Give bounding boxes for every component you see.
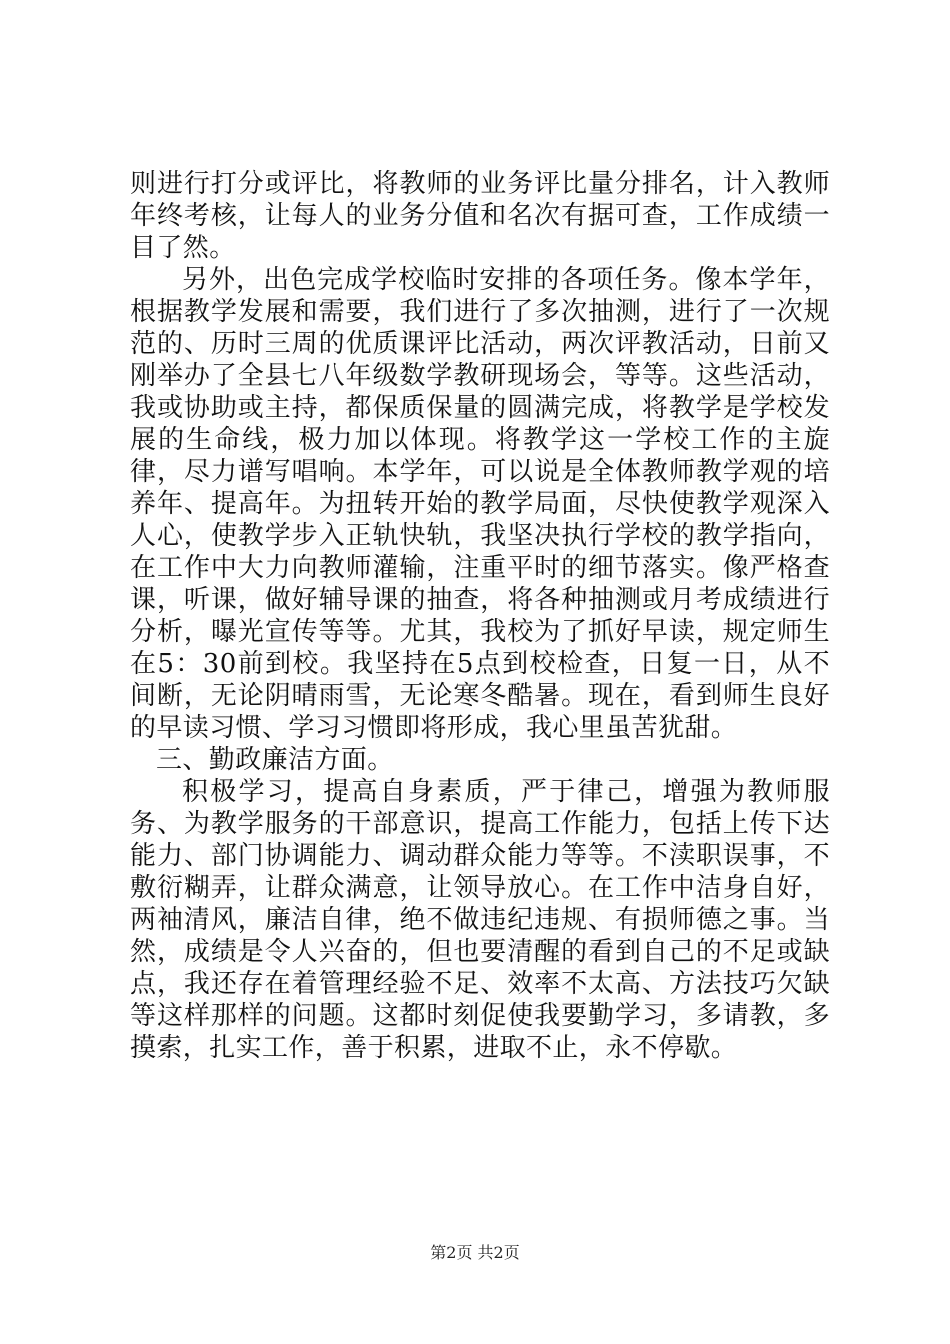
document-body <box>130 168 830 1064</box>
page-footer: 第2页 共2页 <box>430 1243 520 1262</box>
paragraph-integrity: 积极学习，提高自身素质，严于律己，增强为教师服务、为教学服务的干部意识，提高工作能力，包括上传下达能力、部门协调能力、调动群众能力等等。不渎职误事，不敷衍糊弄，让群众满意，让领导放心。在工作中洁身自好，两袖清风，廉洁自律，绝不做违纪违规、有损师德之事。当然，成绩是令人兴奋的，但也要清醒的看到自己的不足或缺点，我还存在着管理经验不足、效率不太高、方法技巧欠缺等这样那样的问题。这都时刻促使我要勤学习，多请教，多摸索，扎实工作，善于积累，进取不止，永不停歇。 <box>130 777 830 1063</box>
paragraph-tasks: 另外，出色完成学校临时安排的各项任务。像本学年，根据教学发展和需要，我们进行了多次抽测，进行了一次规范的、历时三周的优质课评比活动，两次评教活动，日前又刚举办了全县七八年级数学教研现场会，等等。这些活动，我或协助或主持，都保质保量的圆满完成，将教学是学校发展的生命线，极力加以体现。将教学这一学校工作的主旋律，尽力谱写唱响。本学年，可以说是全体教师教学观的培养年、提高年。为扭转开始的教学局面，尽快使教学观深入人心，使教学步入正轨快轨，我坚决执行学校的教学指向，在工作中大力向教师灌输，注重平时的细节落实。像严格查课，听课，做好辅导课的抽查，将各种抽测或月考成绩进行分析，曝光宣传等等。尤其，我校为了抓好早读，规定师生在5：30前到校。我坚持在5点到校检查，日复一日，从不间断，无论阴晴雨雪，无论寒冬酷暑。现在，看到师生良好的早读习惯、学习习惯即将形成，我心里虽苦犹甜。 <box>130 265 830 743</box>
section-heading: 三、勤政廉洁方面。 <box>156 745 394 775</box>
paragraph-continuation: 则进行打分或评比，将教师的业务评比量分排名，计入教师年终考核，让每人的业务分值和名次有据可查，工作成绩一目了然。 <box>130 169 830 263</box>
